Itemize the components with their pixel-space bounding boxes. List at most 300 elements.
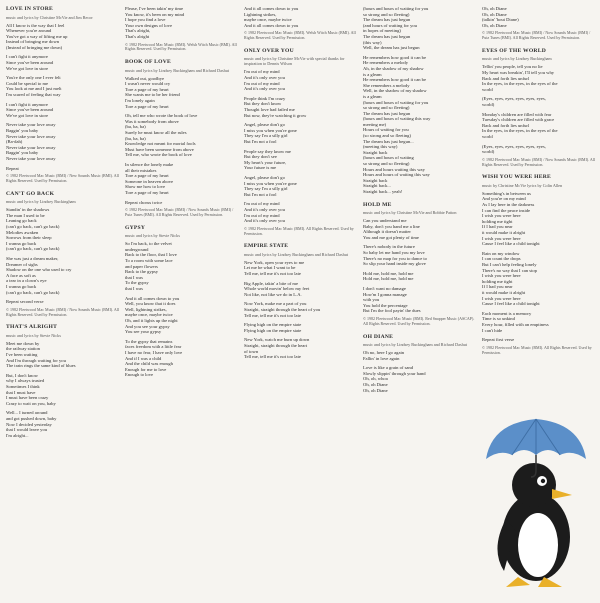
lyric-line: Whenever you're around: [6, 28, 52, 34]
lyric-line: People think I'm crazy: [244, 95, 286, 101]
lyric-line: Straight back...: [363, 183, 391, 189]
lyric-line: Now I decided yesterday: [6, 421, 52, 427]
lyric-line: Shadow on the one who used to cry: [6, 267, 72, 273]
lyric-line: And it's only over you: [244, 218, 285, 224]
lyric-line: How'm I gonna manage: [363, 291, 407, 297]
lyric-line: that I was: [125, 285, 143, 291]
lyric-line: (and hours of waiting for you: [363, 22, 417, 28]
lyric-line: Oh, tell me who wrote the book of love: [125, 113, 198, 119]
lyric-line: That's alright: [125, 33, 150, 39]
lyric-line: Although it doesn't matter: [363, 229, 411, 235]
lyric-line: And it all comes down to you: [125, 295, 180, 301]
lyric-line: Instead of bringing me down: [6, 39, 60, 45]
lyric-line: The dream has just begun: [363, 110, 411, 116]
lyric-line: There's no way that I can stop: [482, 267, 537, 273]
lyric-line: Tellin' you people, tell you no lie: [482, 64, 543, 70]
lyric-line: Hours and hours waiting this way: [363, 166, 425, 172]
lyric-line: Straight back: [363, 177, 388, 183]
song-title: WISH YOU WERE HERE: [482, 174, 551, 181]
lyric-line: Back and forth lies unfurl: [482, 75, 530, 81]
lyric-line: Hours and hours of waiting this way: [363, 172, 430, 178]
lyric-line: I miss you when you're gone: [244, 127, 297, 133]
lyric-line: Walked out, goodbye: [125, 75, 165, 81]
lyric-line: Never take your love away: [6, 122, 56, 128]
lyric-line: But I can't help feeling lonely: [482, 262, 537, 267]
lyrics: [363, 350, 477, 393]
lyric-line: Rain on my window: [482, 250, 520, 256]
lyric-line: Tore a page of my heart: [125, 189, 169, 195]
lyric-line: Back to the floor, that I love: [125, 252, 177, 258]
song-title: THAT'S ALRIGHT: [6, 324, 58, 331]
lyric-line: I wish you were here: [482, 273, 521, 279]
lyric-line: Oh, and it lights up the night: [125, 317, 178, 323]
lyric-line: But they don't see: [244, 154, 277, 160]
lyric-line: all their mistakes: [125, 167, 157, 173]
lyric-line: Baby, don't you hand me a line: [363, 223, 420, 229]
lyric-line: Surely he must know all the rules: [125, 130, 187, 135]
lyric-line: Repeat second verse: [6, 299, 44, 305]
lyric-line: I can't hide: [482, 327, 503, 333]
lyric-line: Ah, in the shadow of my shadow: [363, 65, 424, 71]
copyright-notice: © 1982 Fleetwood Mac Music (BMI). All Rights Reserved. Used by Permission.: [244, 225, 354, 236]
song-block-wish-you-were-here: [482, 174, 596, 355]
lyric-line: faces freedom with a little fear: [125, 344, 182, 350]
lyric-line: Baggin' you baby: [6, 150, 39, 156]
song-title: EYES OF THE WORLD: [482, 47, 546, 54]
lyric-line: a tear in a clown's eye: [6, 278, 47, 284]
lyrics: [6, 207, 120, 305]
lyric-line: The dream has just begun: [363, 17, 411, 23]
lyric-line: I wanna go back: [6, 283, 37, 289]
lyric-line: (can't go back, can't go back): [6, 246, 60, 252]
lyrics: [244, 6, 358, 28]
song-credits: music by Christine McVie lyrics by Colin Allen: [482, 182, 563, 188]
column-1: [6, 6, 120, 603]
lyric-line: In the eyes, in the eyes, in the eyes of the: [482, 128, 558, 134]
lyric-line: Your future is me: [244, 165, 277, 171]
lyric-line: Cause I feel like a child tonight: [482, 241, 540, 247]
lyrics: [6, 23, 120, 172]
column-2: [125, 6, 239, 603]
lyric-line: So baby let me hand you my love: [363, 250, 425, 256]
lyrics: [363, 218, 477, 314]
column-3: [244, 6, 358, 603]
lyric-line: Monday's children are filled with fear: [482, 111, 552, 117]
lyric-line: Straight, straight through the heart of you: [244, 306, 321, 312]
lyric-line: You've got a way of lifting me up: [6, 33, 68, 39]
lyric-line: that I would leave you: [6, 427, 48, 433]
lyric-line: He remembers a melody: [363, 60, 409, 66]
lyric-line: They say I'm a silly girl: [244, 133, 288, 139]
lyric-line: Oh, oh Diane: [482, 11, 507, 17]
lyric-line: I miss you when you're gone: [244, 180, 297, 186]
penguin-illustration: [476, 409, 596, 599]
lyric-line: Big Apple, takin' a bite of me: [244, 280, 299, 286]
lyric-line: Each moment is a memory: [482, 310, 532, 316]
copyright-notice: © 1982 Fleetwood Mac Music (BMI). Welsh Witch Music (BMI). All Rights Reserved. Used by Permission.: [125, 41, 237, 52]
lyric-line: Someone in heaven above: [125, 178, 174, 184]
lyric-line: it would make it alright: [482, 289, 526, 295]
lyric-line: Oh, oh Diane: [363, 387, 388, 393]
lyric-line: the railway station: [6, 346, 40, 352]
lyric-line: I've been waiting: [6, 352, 38, 358]
song-title: ONLY OVER YOU: [244, 47, 294, 54]
song-credits: music and lyrics by Stevie Nicks: [6, 332, 62, 338]
lyric-line: The man I used to be: [6, 212, 45, 218]
lyric-line: Well... I turned around: [6, 410, 48, 416]
song-block-continued: [482, 6, 596, 41]
lyric-line: Meet me down by: [6, 340, 40, 346]
lyric-line: I don't want no damage: [363, 286, 406, 292]
lyric-line: Not like, not like we do in L.A.: [244, 291, 302, 297]
lyric-line: We've got love in store: [6, 112, 49, 118]
lyric-line: The dream has just begun: [363, 33, 411, 39]
lyric-line: Tell me, tell me it's not too late: [244, 312, 301, 318]
lyric-line: We've got love in store: [6, 65, 49, 71]
lyric-line: You see your gypsy: [125, 329, 162, 335]
lyric-line: maybe once, maybe twice: [125, 312, 173, 318]
copyright-notice: © 1982 Fleetwood Mac Music (BMI). Red Snapper Music (ASCAP). All Rights Reserved. Used by Permission.: [363, 316, 475, 326]
lyric-line: To the gypsy: [125, 280, 149, 286]
lyric-line: Repeat: [6, 165, 19, 171]
song-block-gypsy: [125, 225, 239, 378]
lyric-line: Well, lightning strikes,: [125, 306, 167, 312]
song-title: BOOK OF LOVE: [125, 59, 171, 66]
lyric-line: You hold the percentage: [363, 302, 408, 308]
lyric-line: You know, it's been on my mind: [125, 11, 185, 17]
lyric-line: All I know is the way that I feel: [6, 22, 65, 28]
lyric-line: Show me how to love: [125, 184, 166, 190]
lyric-line: Tell me, tell me it's not too late: [244, 354, 301, 360]
lyrics: [244, 260, 358, 360]
lyric-line: Since you've been around: [6, 107, 54, 113]
lyric-line: Whole world movin' below my feet: [244, 286, 310, 292]
lyric-line: She was just a dream maker,: [6, 256, 59, 261]
lyric-line: Cause I feel like a child tonight: [482, 301, 540, 307]
lyric-line: To a room with some lace: [125, 258, 173, 263]
lyric-line: I hope you find a love: [125, 17, 166, 23]
lyric-line: Crazy to wait on you, baby: [6, 400, 56, 406]
lyric-line: (hours and hours of waiting: [363, 155, 414, 161]
lyric-line: (Ba-dah): [6, 139, 23, 145]
lyric-line: The train rings the same kind of blues: [6, 363, 76, 369]
lyric-line: That's alright,: [125, 28, 151, 34]
lyric-line: and paper flowers: [125, 263, 158, 269]
lyric-line: Well, you know that it does: [125, 301, 176, 307]
lyric-line: Back and forth lies unfurl: [482, 122, 530, 128]
song-block-continued: [363, 6, 477, 195]
lyric-line: why I always trusted: [6, 378, 45, 384]
lyric-line: Every hour, filled with an emptiness: [482, 321, 549, 327]
lyric-line: I wasn't never would cry: [125, 81, 171, 87]
lyric-line: (talkin' 'bout Diane): [482, 17, 519, 23]
lyric-line: And it all comes down to you: [244, 22, 299, 28]
lyric-line: I'm out of my mind: [244, 212, 280, 218]
lyric-line: Tell me, who wrote the book of love: [125, 152, 192, 158]
lyric-line: Oh no, here I go again: [363, 350, 405, 356]
lyric-line: Your own designs of love: [125, 22, 173, 28]
lyric-line: maybe once, maybe twice: [244, 17, 292, 23]
lyrics: [363, 6, 477, 195]
song-block-continued: [244, 6, 358, 41]
copyright-notice: © 1982 Fleetwood Mac Music (BMI) / Now Sounds Music (BMI). All Rights Reserved. Used by Permission.: [6, 306, 120, 317]
lyric-line: world: [482, 86, 493, 92]
lyric-line: And the child was enough: [125, 361, 173, 367]
lyric-line: And it's only over you: [244, 206, 285, 212]
lyric-line: Thought love had failed me: [244, 107, 295, 113]
lyric-line: Oh, oh Diane: [363, 382, 388, 388]
lyric-line: meeting me): [363, 121, 387, 127]
lyric-line: Well, the dream has just begun: [363, 45, 420, 51]
lyrics: [244, 69, 358, 223]
lyric-line: Enough to love: [125, 372, 154, 378]
lyric-line: holding me tight: [482, 278, 513, 284]
lyric-line: There's nobody in the future: [363, 244, 415, 250]
copyright-notice: © 1982 Fleetwood Mac Music (BMI) / New Sounds Music (BMI). All Rights Reserved. Used by Permission.: [6, 173, 119, 183]
lyric-line: If I had you near: [482, 284, 513, 290]
lyric-line: And I'm through waiting for you: [6, 357, 66, 363]
song-title: CAN'T GO BACK: [6, 190, 55, 197]
lyric-line: In silence the lonely make: [125, 161, 174, 167]
lyric-line: You and me got plenty of time: [363, 234, 419, 240]
lyric-line: Oh, oh Diane: [482, 6, 507, 11]
lyric-line: But now, they're watching it grow: [244, 112, 307, 118]
copyright-notice: © 1982 Fleetwood Mac Music (BMI) / Now Sounds Music (BMI). All Rights Reserved. Used by Permission.: [482, 156, 596, 167]
lyric-line: Lightning strikes,: [244, 11, 277, 17]
copyright-notice: © 1982 Fleetwood Mac Music (BMI) / Now Sounds Music (BMI) / Putz Tunes (BMI). All Rights Reserved. Used by Permission.: [482, 30, 591, 41]
lyrics: [125, 6, 239, 40]
lyric-line: I wish you were here: [482, 235, 521, 241]
lyric-line: is a gleam: [363, 71, 382, 77]
lyric-line: He remembers how good it can be: [363, 77, 427, 83]
lyric-line: so strong and so fleeting): [363, 105, 410, 111]
lyric-line: Straight, straight through the heart: [244, 342, 308, 348]
lyric-line: and got pushed down, baby: [6, 415, 57, 421]
lyric-line: And it all comes down to you: [244, 6, 299, 11]
song-block-hold-me: [363, 202, 477, 327]
lyric-line: Melodies awaken: [6, 229, 39, 235]
lyric-line: world: [482, 134, 493, 139]
lyric-line: Let me be what I want to be: [244, 265, 296, 271]
lyric-line: As I lay here in the darkness: [482, 202, 535, 208]
lyric-line: (Eyes, eyes, eyes, eyes, eyes, eyes,: [482, 96, 546, 102]
lyric-line: Angel, please don't go: [244, 122, 285, 128]
lyric-line: I'm lonely again: [125, 98, 155, 104]
lyric-line: I can find the peace inside: [482, 207, 531, 213]
lyric-line: Knowledge not meant for mortal fools: [125, 141, 196, 147]
song-title: HOLD ME: [363, 201, 392, 208]
lyric-line: Never take your love away: [6, 155, 56, 161]
lyric-line: that I was: [125, 274, 143, 280]
lyric-line: Enough for me to love: [125, 366, 167, 372]
lyric-line: (Eyes, eyes, eyes, eyes, eyes, eyes,: [482, 143, 546, 149]
lyric-line: Oh, oh Diane: [482, 22, 507, 28]
lyric-line: I'm out of my mind: [244, 80, 280, 86]
lyric-line: Straight back... yeah!: [363, 189, 403, 194]
song-block-can-t-go-back: [6, 191, 120, 318]
lyrics: [6, 341, 120, 439]
song-credits: music and lyrics by Lindsey Buckingham: [6, 199, 76, 205]
lyric-line: (ba, ba, ba): [125, 124, 146, 130]
lyrics: [125, 241, 239, 378]
lyric-line: (Instead of bringing me down): [6, 44, 63, 50]
lyric-line: To the gypsy that remains: [125, 338, 173, 344]
lyric-line: it would make it alright: [482, 230, 526, 236]
lyric-line: (this way): [363, 39, 382, 45]
lyric-line: People say they know me: [244, 148, 291, 154]
lyric-line: that I must have: [6, 389, 36, 395]
lyrics: [125, 76, 239, 205]
song-block-empire-state: [244, 243, 358, 359]
lyric-line: (ba, ba, ba): [125, 135, 146, 141]
lyric-line: My heart's your future,: [244, 159, 287, 165]
lyric-line: Baggin' you baby: [6, 128, 39, 133]
lyric-line: world): [482, 102, 495, 108]
lyric-line: You look at me and I just melt: [6, 86, 62, 92]
lyric-line: My heart was breakin', I'll tell you why: [482, 70, 555, 76]
lyric-line: Standin' in the shadows: [6, 207, 50, 213]
lyric-line: (can't go back, can't go back): [6, 289, 60, 295]
lyrics: [482, 64, 596, 154]
song-title: OH DIANE: [363, 333, 394, 340]
lyric-line: Now York, make me a part of you: [244, 301, 307, 307]
lyric-line: I'm scared of feeling that way: [6, 92, 61, 98]
lyric-line: (hours and hours of waiting this way: [363, 116, 431, 122]
lyric-line: And it's only over you: [244, 86, 285, 92]
lyric-line: If I had you near: [482, 224, 513, 230]
lyric-line: Flying high on the empire state: [244, 322, 302, 328]
lyric-line: Leaning go back: [6, 218, 37, 224]
song-block-oh-diane: [363, 334, 477, 394]
lyric-line: I'm out of my mind: [244, 69, 280, 75]
lyric-line: But, I don't know: [6, 372, 38, 378]
lyric-line: (hours and hours of waiting for you: [363, 99, 429, 105]
lyric-line: I wanna go back: [6, 240, 37, 246]
lyric-line: Well, in the shadow of my shadow: [363, 88, 427, 94]
song-block-continued: [125, 6, 239, 52]
lyric-line: Tore a page of my heart: [125, 86, 169, 92]
copyright-notice: © 1982 Fleetwood Mac Music (BMI). Welsh Witch Music (BMI). All Rights Reserved. Used by Permission.: [244, 30, 356, 41]
lyric-line: (meeting this way): [363, 144, 398, 150]
lyric-line: New York, watch me burn up down: [244, 337, 310, 343]
lyrics: [482, 191, 596, 343]
lyric-line: I wish you were here: [482, 295, 521, 301]
lyric-line: holding me tight: [482, 218, 513, 224]
lyric-line: Never take your love away: [6, 144, 56, 150]
lyric-line: Straight back: [363, 149, 388, 155]
lyric-line: Never take your love away: [6, 133, 56, 139]
lyric-line: And you're on my mind: [482, 196, 526, 202]
song-block-book-of-love: [125, 59, 239, 218]
song-credits: music and lyrics by Christine McVie with special thanks for inspiration to Dennis Wilson: [244, 56, 345, 67]
lyric-line: The dream has just begun...: [363, 138, 414, 144]
song-block-only-over-you: [244, 48, 358, 236]
lyric-line: in hopes of meeting): [363, 28, 401, 34]
lyric-line: Tuesday's children are filled with grace: [482, 117, 555, 123]
lyric-line: Tell me, tell me it's not too late: [244, 271, 301, 276]
song-block-eyes-of-the-world: [482, 48, 596, 167]
lyric-line: underground: [125, 246, 149, 252]
lyric-line: I must have been crazy: [6, 395, 49, 401]
lyric-line: Hours of waiting for you: [363, 127, 409, 133]
song-title: LOVE IN STORE: [6, 6, 53, 12]
lyric-line: (so strong and so fleeting): [363, 133, 411, 139]
lyric-line: Back to the gypsy: [125, 269, 159, 275]
lyric-line: And if I was a child: [125, 355, 162, 361]
penguin-icon: [497, 463, 572, 587]
lyric-line: Flying high on the empire state: [244, 327, 302, 333]
lyric-line: But they don't know: [244, 101, 282, 107]
lyric-line: Please, I've been takin' my time: [125, 6, 184, 11]
lyric-line: So I'm back, to the velvet: [125, 241, 172, 247]
column-4: [363, 6, 477, 603]
lyric-line: A face as soft as: [6, 272, 36, 278]
lyric-line: I can count the drops: [482, 256, 521, 262]
lyric-line: Oh, oh, whoa: [363, 376, 388, 382]
lyric-line: Fallin' in love again: [363, 355, 400, 361]
song-credits: music and lyrics by Stevie Nicks: [125, 233, 181, 239]
umbrella-icon: [486, 419, 586, 477]
lyric-line: Angel, please don't go: [244, 174, 285, 180]
lyric-line: Sometimes I think: [6, 384, 40, 389]
lyric-line: Sorrows from their sleep: [6, 235, 52, 241]
lyric-line: Tore a page of my heart: [125, 173, 169, 179]
lyric-line: (hours and hours of waiting for you: [363, 6, 429, 11]
lyric-line: Hold me, hold me, hold me: [363, 270, 414, 276]
lyric-line: Since you've been around: [6, 60, 54, 66]
lyric-line: (can't go back, can't go back): [6, 224, 60, 230]
song-credits: music and lyrics by Lindsey Buckingham and Richard Dashut: [363, 342, 467, 348]
song-credits: music and lyrics by Lindsey Buckingham and Richard Dashut: [125, 67, 229, 73]
lyric-line: There's no map for you to dance to: [363, 255, 427, 261]
lyric-line: Time is so unkind: [482, 316, 515, 322]
lyric-line: I'm out of my mind: [244, 201, 280, 207]
lyric-line: Tore a page of my heart: [125, 103, 169, 109]
copyright-notice: © 1982 Fleetwood Mac Music (BMI). All Rights Reserved. Used by Permission.: [482, 344, 592, 355]
lyric-line: Repeat chorus twice: [125, 199, 163, 205]
lyric-line: so strong and so fleeting): [363, 161, 410, 167]
song-credits: music and lyrics by Christine McVie and Jim Recor: [6, 14, 93, 20]
song-credits: music and lyrics by Lindsey Buckingham and Richard Dashut: [244, 251, 348, 257]
lyric-line: Slowly slippin' through your hand: [363, 370, 426, 376]
lyric-line: is a gleam: [363, 93, 382, 99]
lyric-line: Something's in between us: [482, 190, 531, 196]
song-title: EMPIRE STATE: [244, 243, 289, 250]
lyric-line: So slip your hand inside my glove: [363, 261, 426, 267]
lyric-line: And it's only over you: [244, 75, 285, 81]
lyric-line: But I'm not a fool: [244, 191, 277, 197]
song-block-love-in-store: [6, 6, 120, 184]
lyric-line: of town: [244, 348, 259, 354]
lyric-line: I wish you were here: [482, 213, 521, 219]
song-title: GYPSY: [125, 224, 146, 231]
song-block-that-s-alright: [6, 324, 120, 438]
lyric-line: I'm alright...: [6, 432, 29, 438]
lyric-line: New York, open your eyes to me: [244, 259, 305, 265]
lyric-line: She wants me to be her friend: [125, 92, 180, 98]
lyric-line: Can you understand me: [363, 218, 407, 224]
lyric-line: They say I'm a silly girl: [244, 186, 288, 192]
copyright-notice: © 1982 Fleetwood Mac Music (BMI) / Now Sounds Music (BMI) / Putz Tunes (BMI). All Rights Reserved. Used by Permission.: [125, 207, 234, 217]
lyric-line: world): [482, 149, 495, 155]
lyric-line: I can't fight it anymore: [6, 101, 48, 107]
lyric-line: Love is like a grain of sand: [363, 365, 414, 371]
lyric-line: Must have been someone from above: [125, 146, 194, 152]
lyric-line: Could be special to me: [6, 80, 49, 86]
lyric-line: He remembers how good it can be: [363, 54, 427, 60]
lyric-line: Dreamer of sighs: [6, 261, 38, 267]
lyric-line: She remembers a melody: [363, 82, 410, 88]
